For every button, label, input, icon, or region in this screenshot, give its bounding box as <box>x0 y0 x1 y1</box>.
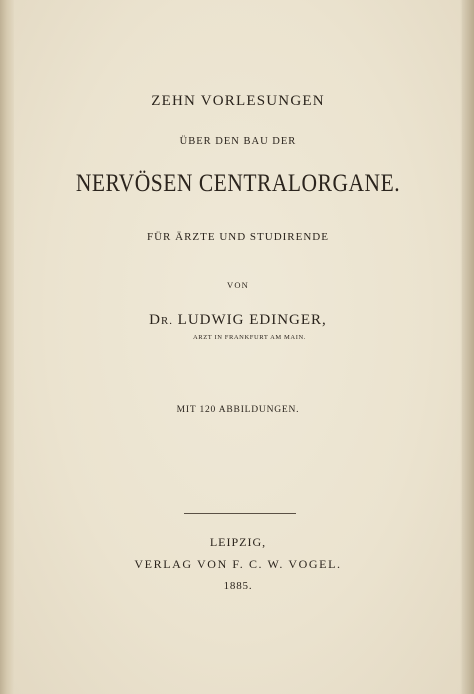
by-line: VON <box>226 280 249 290</box>
imprint-divider-rule <box>184 513 296 514</box>
illustrations-note: MIT 120 ABBILDUNGEN. <box>176 405 300 415</box>
author-prefix-rest: R. <box>161 315 173 327</box>
main-title: NERVÖSEN CENTRALORGANE. <box>75 170 401 197</box>
title-line-2: ÜBER DEN BAU DER <box>179 136 297 147</box>
author-prefix-initial: D <box>149 312 162 328</box>
author-title: ARZT IN FRANKFURT AM MAIN. <box>192 334 306 341</box>
imprint-year: 1885. <box>223 580 253 592</box>
page-fore-edge <box>460 0 474 694</box>
author-line <box>14 312 462 329</box>
audience-line: FÜR ÄRZTE UND STUDIRENDE <box>147 231 329 243</box>
imprint-place: LEIPZIG, <box>209 535 267 549</box>
imprint-publisher: VERLAG VON F. C. W. VOGEL. <box>134 557 342 571</box>
title-line-1: ZEHN VORLESUNGEN <box>151 93 325 109</box>
author-name: LUDWIG EDINGER, <box>177 312 327 328</box>
